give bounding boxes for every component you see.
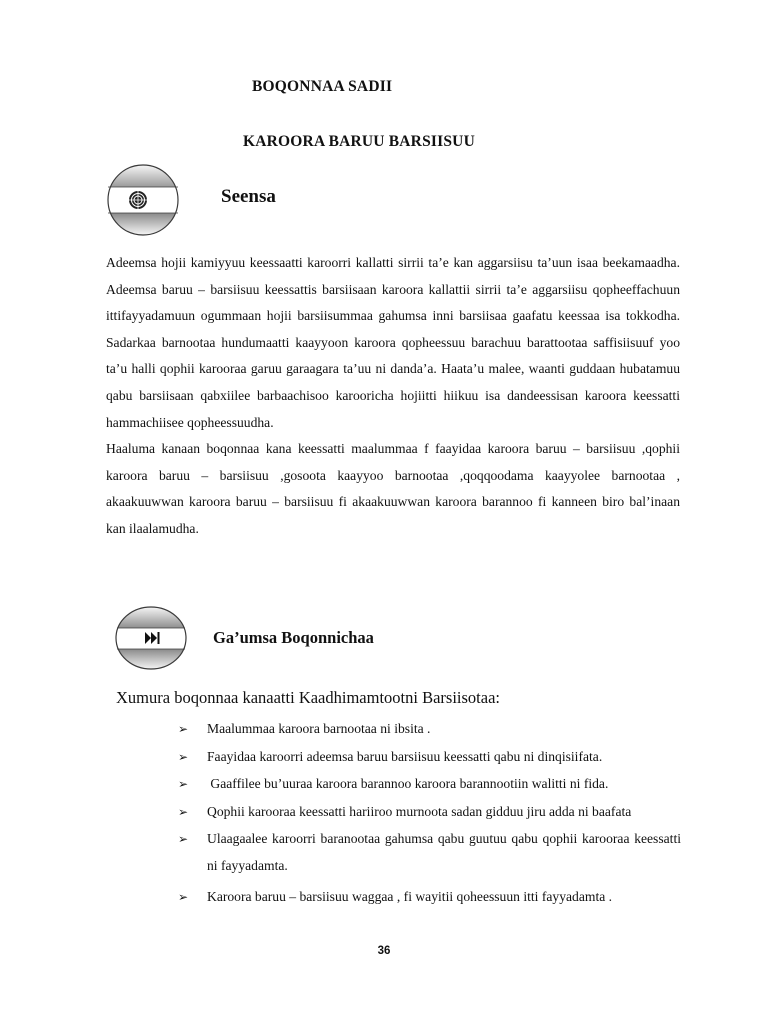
list-item [178,716,681,743]
list-item [178,744,681,771]
list-item [178,799,681,826]
list-item [178,884,681,911]
goals-heading: Ga’umsa Boqonnichaa [213,628,374,647]
list-item-text: Gaaffilee bu’uuraa karoora barannoo karoora barannootiin walitti ni fida. [207,776,609,792]
goals-list-intro: Xumura boqonnaa kanaatti Kaadhimamtootni Barsiisotaa: [116,688,500,707]
list-item-text: Ulaagaalee karoorri baranootaa gahumsa qabu guutuu qabu qophii karooraa keessatti ni fayyadamta. [207,831,681,873]
goals-badge [114,605,188,671]
target-icon [129,191,147,209]
arrow-bullet-icon: ➢ [178,722,189,736]
list-item-text: Karoora baruu – barsiisuu waggaa , fi wayitii qoheessuun itti fayyadamta . [207,888,613,904]
intro-heading: Seensa [221,186,276,207]
chapter-title: BOQONNAA SADII [252,78,393,95]
arrow-bullet-icon: ➢ [178,804,189,819]
goals-list [178,716,681,911]
intro-body [106,250,680,543]
chapter-subtitle: KAROORA BARUU BARSIISUU [243,133,475,150]
intro-paragraph: Adeemsa hojii kamiyyuu keessaatti karoorri kallatti sirrii ta’e kan aggarsiisu ta’uun isaa beekamaadha. Adeemsa baruu – barsiisuu keessattis barsiisaan karoora kallattii sirrii ta’e aggarsiisu qopheeffachuun ittifayyadamuun ogummaan hojii barsiisummaa gahumsa inni barsiisaa gaafatu keessaa isa tokkodha. Sadarkaa barnootaa hundumaatti kaayyoon karoora qopheessuu barachuu barattootaa saffisiisuuf yoo ta’u halli qophii karooraa garuu garaagara ta’uu ni danda’a. Haata’u malee, waanti guddaan hubatamuu qabu barsiisaan qabxiilee barbaachisoo karooricha hojiitti hiikuu isa dandeessisan karoora keessatti hammachiisee qopheessuudha. [106,255,680,430]
list-item [178,771,681,798]
arrow-bullet-icon: ➢ [178,832,189,847]
arrow-bullet-icon: ➢ [178,777,189,792]
intro-badge [106,163,180,237]
page-number: 36 [377,945,391,957]
list-item-text: Maalummaa karoora barnootaa ni ibsita . [207,721,431,736]
list-item-text: Qophii karooraa keessatti hariiroo murnoota sadan gidduu jiru adda ni baafata [207,803,632,819]
intro-paragraph: Haaluma kanaan boqonnaa kana keessatti maalummaa f faayidaa karoora baruu – barsiisuu ,qophii karoora baruu – barsiisuu ,gosoota kaayyoo barnootaa ,qoqqoodama kaayyolee barnootaa , akaakuuwwan karoora baruu – barsiisuu fi akaakuuwwan karoora barannoo fi kanneen biro bal’inaan kan ilaalamudha. [106,441,680,536]
arrow-bullet-icon: ➢ [178,889,189,904]
list-item [178,826,681,879]
list-item-text: Faayidaa karoorri adeemsa baruu barsiisuu keessatti qabu ni dinqisiifata. [207,748,603,764]
arrow-bullet-icon: ➢ [178,749,189,764]
